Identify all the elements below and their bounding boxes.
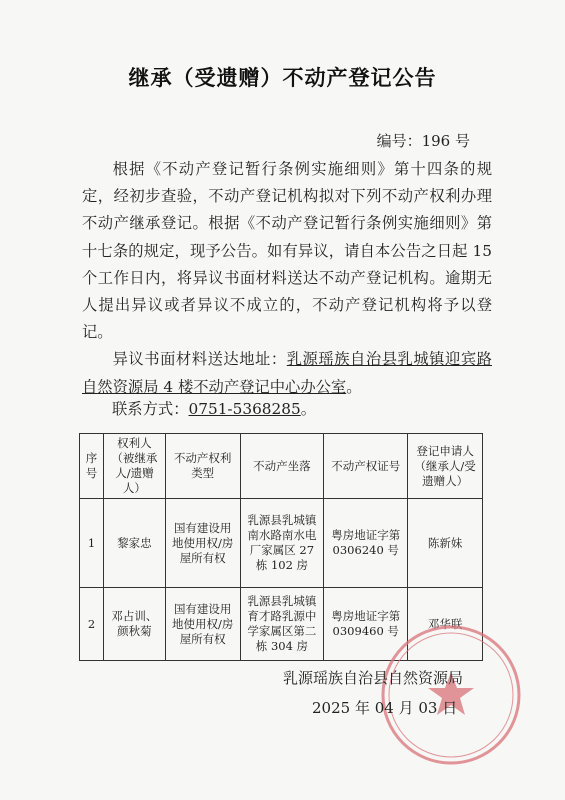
cell-applicant: 邓华联 — [408, 588, 483, 661]
header-location: 不动产坐落 — [240, 434, 324, 499]
paragraph-address — [82, 346, 492, 400]
document-number: 编号：196 号 — [376, 132, 470, 150]
contact-phone: 0751-5368285 — [188, 400, 301, 418]
header-owner: 权利人（被继承人/遗赠人） — [103, 434, 165, 499]
cell-right-type: 国有建设用地使用权/房屋所有权 — [165, 588, 240, 661]
cell-right-type: 国有建设用地使用权/房屋所有权 — [165, 499, 240, 588]
contact-label: 联系方式： — [112, 400, 189, 418]
cell-owner: 邓占训、颜秋菊 — [103, 588, 165, 661]
cell-location: 乳源县乳城镇南水路南水电厂家属区 27 栋 102 房 — [240, 499, 324, 588]
cell-index: 1 — [80, 499, 104, 588]
address-label: 异议书面材料送达地址： — [112, 350, 287, 369]
cell-applicant: 陈新妹 — [408, 499, 483, 588]
address-text: 乳源瑶族自治县乳城镇迎宾路自然资源局 4 楼不动产登记中心办公室 — [82, 350, 492, 396]
issue-date: 2025 年 04 月 03 日 — [312, 699, 458, 717]
header-right-type: 不动产权利类型 — [165, 434, 240, 499]
table-row — [80, 499, 483, 588]
contact-line — [112, 397, 316, 419]
header-index: 序号 — [80, 434, 104, 499]
cell-index: 2 — [80, 588, 104, 661]
address-end: 。 — [346, 377, 362, 396]
cell-cert-no: 粤房地证字第 0309460 号 — [324, 588, 408, 661]
official-seal-icon — [376, 620, 526, 770]
issuing-organization: 乳源瑶族自治县自然资源局 — [283, 669, 464, 687]
cell-owner: 黎家忠 — [103, 499, 165, 588]
paragraph-main: 根据《不动产登记暂行条例实施细则》第十四条的规定，经初步查验，不动产登记机构拟对下列不动产权利办理不动产继承登记。根据《不动产登记暂行条例实施细则》第十七条的规定，现予公告。如有异议，请自本公告之日起 15 个工作日内，将异议书面材料送达不动产登记机构。逾期无人提出异议或者异议不成立的，不动产登记机构将予以登记。 — [82, 160, 492, 342]
table-header-row — [80, 434, 483, 499]
cell-cert-no: 粤房地证字第 0306240 号 — [324, 499, 408, 588]
contact-end: 。 — [300, 400, 317, 418]
page-title: 继承（受遗赠）不动产登记公告 — [128, 66, 437, 90]
header-cert-no: 不动产权证号 — [324, 434, 408, 499]
announcement-body — [82, 156, 492, 401]
cell-location: 乳源县乳城镇育才路乳源中学家属区第二栋 304 房 — [240, 588, 324, 661]
header-applicant: 登记申请人（继承人/受遗赠人） — [408, 434, 483, 499]
